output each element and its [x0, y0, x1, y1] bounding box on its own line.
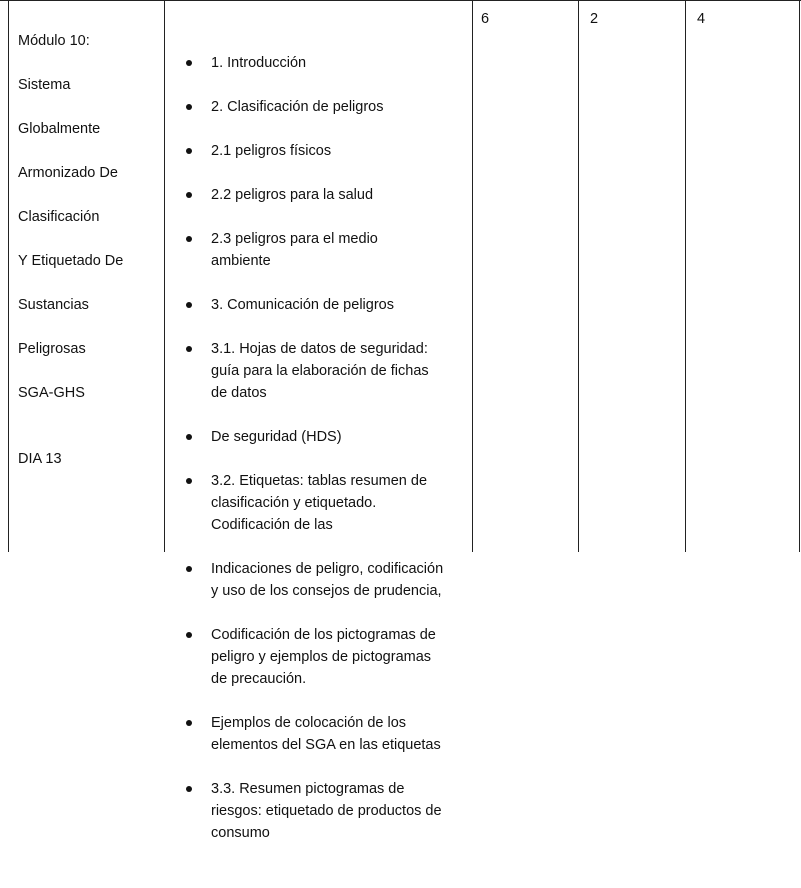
topic-item — [186, 52, 476, 74]
module-title-line: SGA-GHS — [18, 385, 85, 401]
topic-text: Indicaciones de peligro, codificación y uso de los consejos de prudencia, — [211, 561, 444, 599]
table-left-border — [8, 0, 9, 552]
module-title-line: Y Etiquetado De — [18, 253, 124, 269]
topic-text: 3.2. Etiquetas: tablas resumen de clasificación y etiquetado. Codificación de las — [211, 473, 428, 533]
topic-item — [186, 338, 476, 404]
topic-text: 3.1. Hojas de datos de seguridad: guía para la elaboración de fichas de datos — [211, 341, 429, 401]
bullet-icon — [186, 720, 192, 726]
column-divider — [164, 0, 165, 552]
topics-list — [186, 30, 476, 866]
bullet-icon — [186, 434, 192, 440]
bullet-icon — [186, 566, 192, 572]
bullet-icon — [186, 148, 192, 154]
column-divider — [685, 0, 686, 552]
topic-item — [186, 294, 476, 316]
bullet-icon — [186, 786, 192, 792]
bullet-icon — [186, 478, 192, 484]
bullet-icon — [186, 60, 192, 66]
topic-text: 3. Comunicación de peligros — [211, 297, 394, 313]
module-title-line: Sistema — [18, 77, 71, 93]
value-cell-2: 2 — [590, 11, 599, 27]
topic-text: 2.3 peligros para el medio ambiente — [211, 231, 378, 269]
topic-text: 3.3. Resumen pictogramas de riesgos: etiquetado de productos de consumo — [211, 781, 442, 841]
value-cell-3: 4 — [697, 11, 706, 27]
topic-text: De seguridad (HDS) — [211, 429, 342, 445]
module-title-line: Módulo 10: — [18, 33, 90, 49]
bullet-icon — [186, 236, 192, 242]
topic-text: 1. Introducción — [211, 55, 307, 71]
module-day-label: DIA 13 — [18, 451, 62, 467]
bullet-icon — [186, 104, 192, 110]
topic-text: 2.2 peligros para la salud — [211, 187, 374, 203]
topic-item — [186, 624, 476, 690]
bullet-icon — [186, 302, 192, 308]
bullet-icon — [186, 192, 192, 198]
value-cell-1: 6 — [481, 11, 490, 27]
topic-item — [186, 426, 476, 448]
topic-item — [186, 184, 476, 206]
topics-cell — [186, 8, 476, 888]
bullet-icon — [186, 346, 192, 352]
module-title-line: Armonizado De — [18, 165, 118, 181]
topic-item — [186, 778, 476, 844]
module-cell — [18, 8, 158, 492]
table-top-border — [0, 0, 801, 1]
table-right-border — [799, 0, 800, 552]
topic-item — [186, 558, 476, 602]
topic-item — [186, 470, 476, 536]
topic-item — [186, 712, 476, 756]
topic-text: 2. Clasificación de peligros — [211, 99, 384, 115]
module-title-line: Sustancias — [18, 297, 89, 313]
topic-text: Ejemplos de colocación de los elementos del SGA en las etiquetas — [211, 715, 441, 753]
topic-text: 2.1 peligros físicos — [211, 143, 332, 159]
topic-item — [186, 228, 476, 272]
module-title-line: Peligrosas — [18, 341, 86, 357]
module-title-line: Clasificación — [18, 209, 100, 225]
topic-item — [186, 96, 476, 118]
bullet-icon — [186, 632, 192, 638]
topic-text: Codificación de los pictogramas de peligro y ejemplos de pictogramas de precaución. — [211, 627, 436, 687]
module-title-line: Globalmente — [18, 121, 101, 137]
topic-item — [186, 140, 476, 162]
column-divider — [578, 0, 579, 552]
